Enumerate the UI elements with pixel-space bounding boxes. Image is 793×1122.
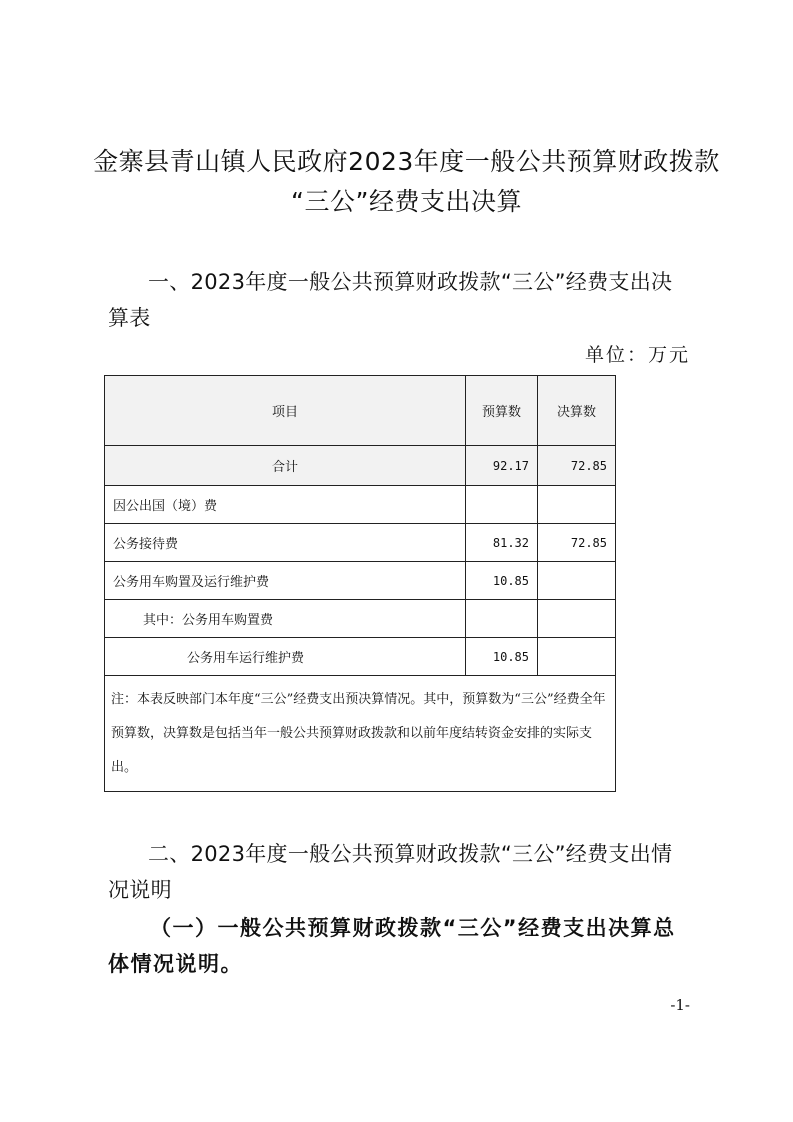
row-actual xyxy=(538,638,616,676)
table-row xyxy=(105,638,616,676)
header-item: 项目 xyxy=(105,376,466,446)
row-budget: 10.85 xyxy=(466,638,538,676)
expenditure-table xyxy=(104,375,616,792)
row-actual xyxy=(538,486,616,524)
row-item: 其中：公务用车购置费 xyxy=(105,600,466,638)
subsection1-heading: （一）一般公共预算财政拨款“三公”经费支出决算总体情况说明。 xyxy=(108,916,676,976)
section1-heading: 一、2023年度一般公共预算财政拨款“三公”经费支出决算表 xyxy=(108,270,673,330)
row-actual: 72.85 xyxy=(538,524,616,562)
table-row xyxy=(105,600,616,638)
header-budget: 预算数 xyxy=(466,376,538,446)
row-item: 公务用车购置及运行维护费 xyxy=(105,562,466,600)
table-row xyxy=(105,524,616,562)
table-row xyxy=(105,486,616,524)
row-budget: 10.85 xyxy=(466,562,538,600)
row-actual xyxy=(538,600,616,638)
row-item: 公务用车运行维护费 xyxy=(105,638,466,676)
row-actual: 72.85 xyxy=(538,446,616,486)
row-actual xyxy=(538,562,616,600)
table-row xyxy=(105,562,616,600)
page-number: -1- xyxy=(670,996,690,1014)
table-header-row xyxy=(105,376,616,446)
document-title-line2: “三公”经费支出决算 xyxy=(291,187,522,216)
header-actual: 决算数 xyxy=(538,376,616,446)
row-item: 合计 xyxy=(105,446,466,486)
table-row-total xyxy=(105,446,616,486)
unit-label: 单位：万元 xyxy=(584,344,690,366)
section2-heading: 二、2023年度一般公共预算财政拨款“三公”经费支出情况说明 xyxy=(108,842,673,902)
row-item: 因公出国（境）费 xyxy=(105,486,466,524)
table-note: 注：本表反映部门本年度“三公”经费支出预决算情况。其中，预算数为“三公”经费全年预算数，决算数是包括当年一般公共预算财政拨款和以前年度结转资金安排的实际支出。 xyxy=(105,676,616,792)
table-note-row xyxy=(105,676,616,792)
row-budget: 81.32 xyxy=(466,524,538,562)
row-budget: 92.17 xyxy=(466,446,538,486)
row-budget xyxy=(466,600,538,638)
row-item: 公务接待费 xyxy=(105,524,466,562)
document-title-line1: 金寨县青山镇人民政府2023年度一般公共预算财政拨款 xyxy=(93,147,720,176)
row-budget xyxy=(466,486,538,524)
